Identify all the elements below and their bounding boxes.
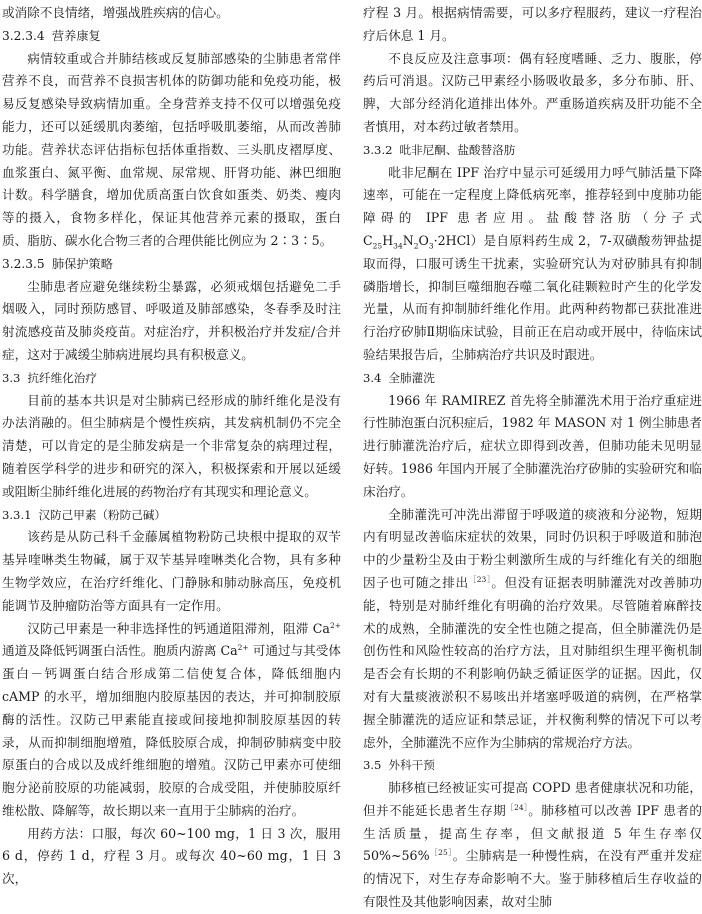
citation: ［23］ (468, 574, 492, 584)
text-run: 肺移植已经被证实可提高 COPD 患者健康状况和功能，但并不能延长患者生存期 (363, 780, 702, 818)
text-run: 通道及降低钙调蛋白活性。胞质内游离 Ca (2, 643, 238, 659)
section-number: 3.2.3.4 (2, 28, 45, 43)
section-title: 外科干预 (388, 758, 435, 773)
heading-3-4 (363, 367, 702, 390)
heading-3-3-1 (2, 504, 341, 527)
text-run: O (418, 232, 429, 248)
section-number: 3.3.2 (363, 142, 393, 157)
paragraph-nutrition: 病情较重或合并肺结核或反复肺部感染的尘肺患者常伴营养不良，而营养不良损害机体的防御功能和免疫功能，极易反复感染导致病情加重。全身营养支持不仅可以增强免疫能力，还可以延缓肌肉萎缩，包括呼吸肌萎缩，从而改善肺功能。营养状态评估指标包括体重指数、三头肌皮褶厚度、血浆蛋白、氮平衡、血常规、尿常规、肝肾功能、淋巴细胞计数。科学膳食，增加优质高蛋白饮食如蛋类、奶类、瘦肉等的摄入，食物多样化，保证其他营养元素的摄取，蛋白质、脂肪、碳水化合物三者的合理供能比例应为 2∶3∶5。 (2, 50, 341, 248)
text-run: ·2HCl）是自原料药生成 2，7-双磺酸芴钾盐提取而得，口服可诱生干扰素，实验研究认为对矽肺具有抑制磷脂增长，抑制巨噬细胞吞噬二氧化硅颗粒时产生的化学发光量，从而有抑制肺纤维化作用。此两种药物都已获批准进行治疗矽肺Ⅱ期临床试验，目前正在启动或开展中，待临床试验结果报告后，尘肺病治疗共识及时跟进。 (363, 232, 702, 362)
section-title: 抗纤维化治疗 (27, 370, 97, 385)
subscript: 34 (393, 241, 403, 251)
paragraph-surgery (363, 777, 702, 914)
paragraph-adverse-effects: 不良反应及注意事项：偶有轻度嗜睡、乏力、腹胀，停药后可消退。汉防己甲素经小肠吸收最多，多分布肺、肝、脾，大部分经消化道排出体外。严重肠道疾病及肝功能不全者慎用，对本药过敏者禁用。 (363, 50, 702, 134)
text-run: N (402, 232, 414, 248)
right-column (363, 2, 702, 914)
citation: ［24］ (506, 802, 529, 812)
section-number: 3.4 (363, 370, 382, 385)
superscript: 2+ (237, 643, 249, 653)
section-number: 3.3.1 (2, 507, 32, 522)
section-title: 肺保护策略 (51, 256, 113, 271)
paragraph-intro-continuation: 或消除不良情绪，增强战胜疾病的信心。 (2, 5, 229, 20)
section-title: 全肺灌洗 (388, 370, 435, 385)
paragraph-dosage-continuation: 疗程 3 月。根据病情需要，可以多疗程服药，建议一疗程治疗后休息 1 月。 (363, 5, 702, 43)
text-run: 汉防己甲素是一种非选择性的钙通道阻滞剂，阻滞 Ca (27, 620, 330, 636)
paragraph-pirfenidone (363, 162, 702, 367)
section-title: 营养康复 (51, 28, 101, 43)
subscript: 25 (372, 241, 383, 251)
text-run: 可通过与其受体蛋白－钙调蛋白结合形成第二信使复合体，降低细胞内 cAMP 的水平，增加细胞内胶原基因的表达，并可抑制胶原酶的活性。汉防己甲素能直接或间接地抑制胶原基因的转录，从而抑制细胞增殖，降低胶原合成，抑制矽肺病变中胶原蛋白的合成以及成纤维细胞的增殖。汉防己甲素亦可使细胞分泌前胶原的功能减弱，胶原的合成受阻，并使肺胶原纤维松散、降解等，故长期以来一直用于尘肺病的治疗。 (2, 643, 341, 818)
section-number: 3.2.3.5 (2, 256, 45, 271)
heading-3-2-3-5 (2, 253, 341, 276)
heading-3-3-2 (363, 139, 702, 162)
heading-3-3 (2, 367, 341, 390)
subscript: 3 (428, 241, 434, 251)
text-run: 全肺灌洗可冲洗出滞留于呼吸道的痰液和分泌物，短期内有明显改善临床症状的效果，同时仍识积于呼吸道和肺泡中的少量粉尘及由于粉尘刺激所生成的与纤维化有关的细胞因子也可随之排出 (363, 506, 702, 590)
paragraph-tetrandrine-source: 该药是从防己科千金藤属植物粉防己块根中提取的双苄基异喹啉类生物碱，属于双苄基异喹啉类化合物，具有多种生物学效应，在治疗纤维化、门静脉和肺动脉高压，免疫机能调节及肿瘤防治等方面具有一定作用。 (2, 529, 341, 613)
paragraph-lavage-evaluation (363, 504, 702, 755)
paragraph-antifibrosis: 目前的基本共识是对尘肺病已经形成的肺纤维化是没有办法消融的。但尘肺病是个慢性疾病，其发病机制仍不完全清楚，可以肯定的是尘肺发病是一个非常复杂的病理过程，随着医学科学的进步和研究的深入，积极探索和开展以延缓或阻断尘肺纤维化进展的药物治疗有其现实和理论意义。 (2, 392, 341, 499)
text-run: 吡非尼酮在 IPF 治疗中显示可延缓用力呼气肺活量下降速率，可能在一定程度上降低病死率，推荐轻到中度肺功能障碍的 IPF 患者应用。盐酸替洛肪（分子式 C (363, 164, 702, 248)
paragraph-tetrandrine-mechanism (2, 618, 341, 823)
left-column (2, 2, 341, 891)
section-number: 3.3 (2, 370, 21, 385)
paragraph-lung-protection: 尘肺患者应避免继续粉尘暴露，必须戒烟包括避免二手烟吸入，同时预防感冒、呼吸道及肺部感染，冬春季及时注射流感疫苗及肺炎疫苗。对症治疗，并积极治疗并发症/合并症，这对于减缓尘肺病进展均具有积极意义。 (2, 278, 341, 362)
text-run: 。肺移植可以改善 IPF 患者的生活质量，提高生存率，但文献报道 5 年生存率仅 50%~56% (363, 802, 702, 864)
heading-3-2-3-4 (2, 25, 341, 48)
paragraph-dosage: 用药方法：口服，每次 60~100 mg，1 日 3 次，服用 6 d，停药 1 d，疗程 3 月。或每次 40~60 mg，1 日 3 次， (2, 825, 341, 887)
citation: ［25］ (429, 848, 453, 858)
text-run: 。但没有证据表明肺灌洗对改善肺功能，特别是对肺纤维化有明确的治疗效果。尽管随着麻醉技术的成熟，全肺灌洗的安全性也随之提高，但全肺灌洗仍是创伤性和风险性较高的治疗方法，且对肺组织生理平衡机制是否会有长期的不利影响仍缺乏循证医学的证据。因此，仅对有大量痰液淤积不易咳出并堵塞呼吸道的病例，在严格掌握全肺灌洗的适应证和禁忌证，并权衡利弊的情况下可以考虑外，全肺灌洗不应作为尘肺病的常规治疗方法。 (363, 574, 702, 750)
section-number: 3.5 (363, 758, 382, 773)
text-run: H (382, 232, 394, 248)
paragraph-lavage-history: 1966 年 RAMIREZ 首先将全肺灌洗术用于治疗重症进行性肺泡蛋白沉积症后，1982 年 MASON 对 1 例尘肺患者进行肺灌洗治疗后，症状立即得到改善，但肺功能未见明显好转。1986 年国内开展了全肺灌洗治疗矽肺的实验研究和临床治疗。 (363, 392, 702, 499)
section-title: 吡非尼酮、盐酸替洛肪 (399, 142, 516, 157)
superscript: 2+ (329, 620, 341, 630)
section-title: 汉防己甲素（粉防己碱） (38, 507, 166, 522)
subscript: 2 (413, 241, 419, 251)
text-run: 。尘肺病是一种慢性病，在没有严重并发症的情况下，对生存寿命影响不大。鉴于肺移植后生存收益的有限性及其他影响因素，故对尘肺 (363, 848, 702, 910)
heading-3-5 (363, 754, 702, 777)
